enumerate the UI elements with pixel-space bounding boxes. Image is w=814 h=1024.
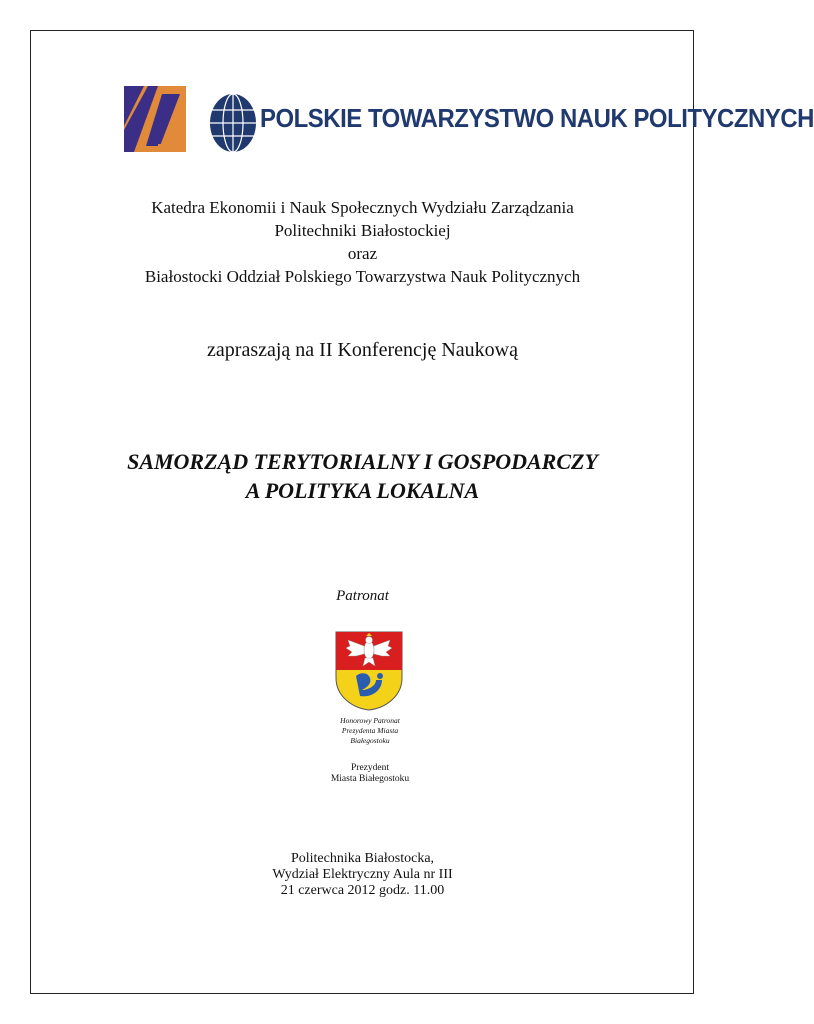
organizer-line-1: Katedra Ekonomii i Nauk Społecznych Wydziału Zarządzania: [151, 198, 574, 217]
organizer-line-2: Politechniki Białostockiej: [274, 221, 451, 240]
honorary-patronage-text: [300, 716, 440, 746]
organizers-block: [60, 196, 665, 288]
globe-logo-icon: [208, 92, 258, 154]
conference-title-line-1: SAMORZĄD TERYTORIALNY I GOSPODARCZY: [127, 449, 598, 474]
honor-line-3: Białegostoku: [350, 736, 390, 745]
invitation-text: zapraszają na II Konferencję Naukową: [207, 339, 518, 361]
president-text: [300, 763, 440, 785]
president-line-2: Miasta Białegostoku: [330, 774, 410, 784]
venue-line-3: 21 czerwca 2012 godz. 11.00: [280, 883, 445, 898]
organizer-line-4: Białostocki Oddział Polskiego Towarzystwa Nauk Politycznych: [144, 267, 581, 286]
honor-line-2: Prezydenta Miasta: [341, 726, 399, 735]
conference-title-line-2: A POLITYKA LOKALNA: [245, 478, 480, 503]
venue-block: [60, 851, 665, 899]
president-line-1: Prezydent: [351, 763, 389, 773]
venue-line-1: Politechnika Białostocka,: [290, 851, 435, 866]
society-name: POLSKIE TOWARZYSTWO NAUK POLITYCZNYCH: [260, 103, 814, 133]
stylized-z-logo-icon: [124, 86, 186, 152]
organizer-line-3: oraz: [347, 244, 378, 263]
honor-line-1: Honorowy Patronat: [340, 716, 400, 725]
venue-line-2: Wydział Elektryczny Aula nr III: [272, 867, 453, 882]
page-border: [30, 30, 814, 994]
conference-title: [60, 447, 665, 505]
bialystok-coat-of-arms-icon: [334, 630, 404, 712]
patronage-label: Patronat: [336, 588, 389, 604]
